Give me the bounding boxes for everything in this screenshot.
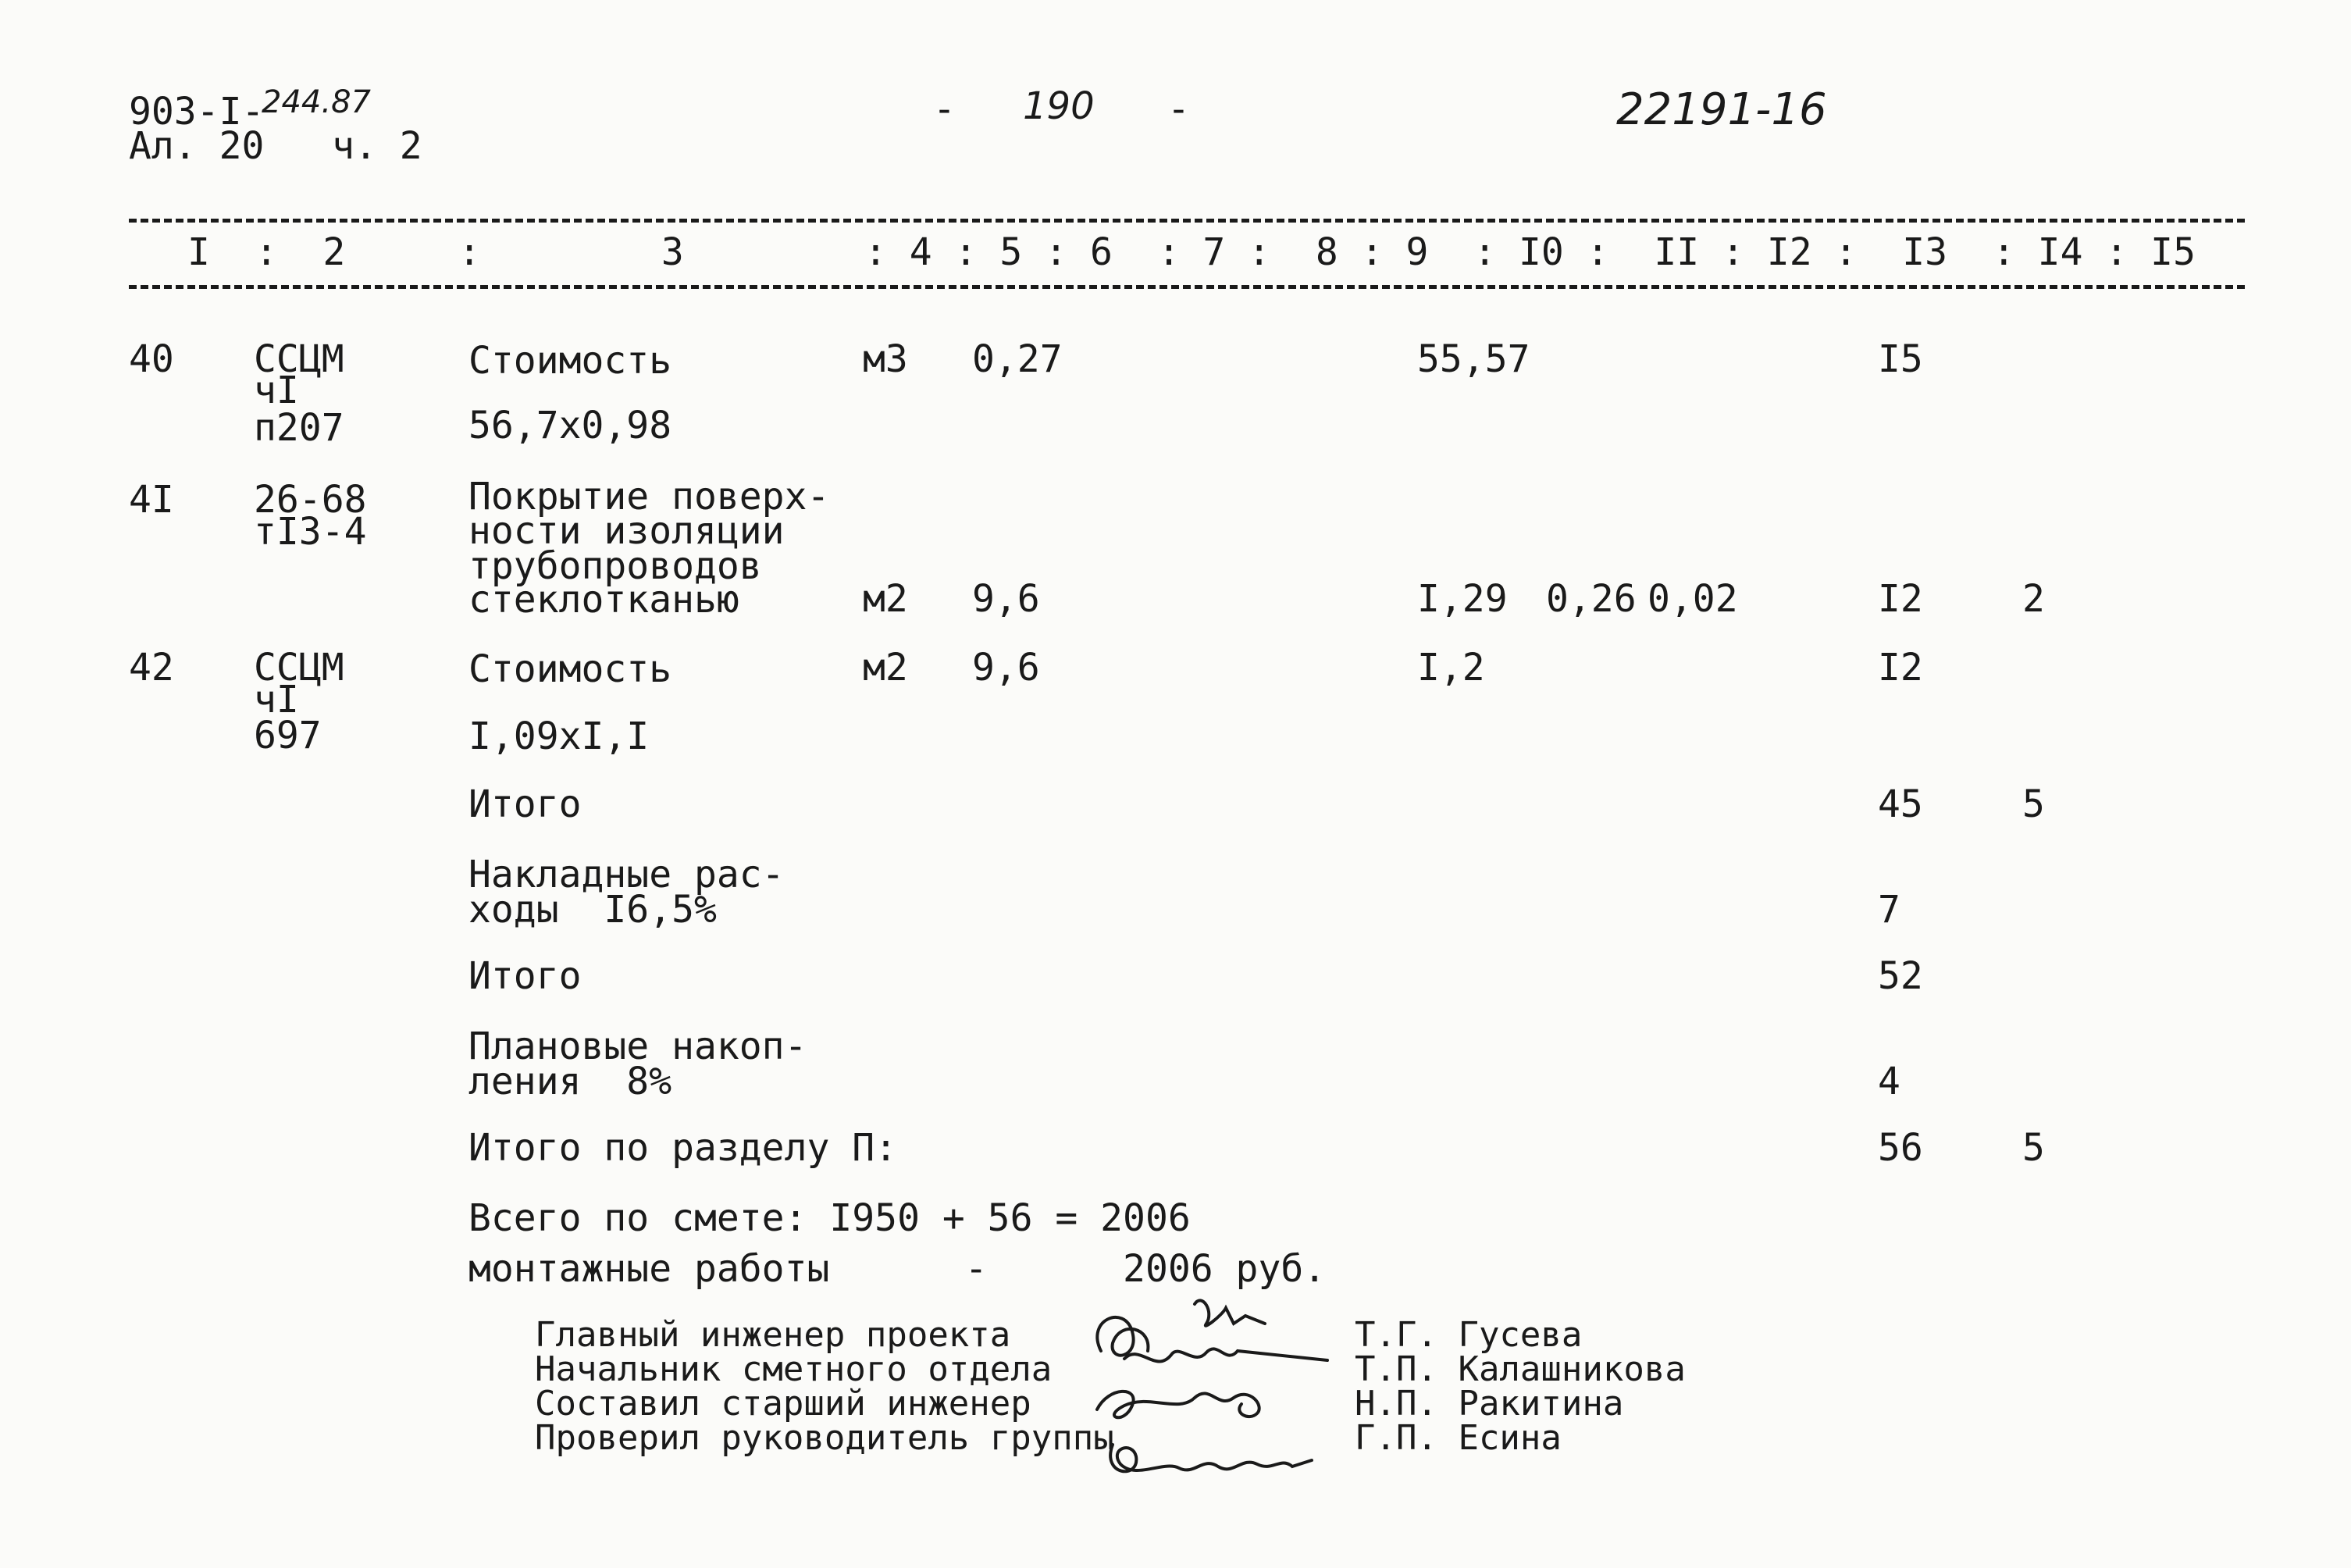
summary-col13: 7 bbox=[1878, 888, 1900, 932]
summary-label: Итого bbox=[468, 782, 582, 826]
summary-col13: 45 bbox=[1878, 782, 1923, 826]
row-description: стеклотканью bbox=[468, 578, 739, 622]
row-code-line: тI3-4 bbox=[254, 510, 367, 554]
signature-title: Начальник сметного отдела bbox=[535, 1349, 1053, 1389]
row-col10: 0,26 bbox=[1546, 577, 1637, 621]
row-quantity: 9,6 bbox=[972, 577, 1040, 621]
page-dash-right: - bbox=[1167, 87, 1190, 131]
row-description: Стоимость bbox=[468, 339, 672, 383]
row-code-line: ССЦМ bbox=[254, 646, 344, 690]
row-unit: м2 bbox=[863, 646, 908, 690]
row-code-line: 26-68 bbox=[254, 478, 367, 522]
sheet-code: 22191-16 bbox=[1616, 84, 1827, 135]
album-part-line: Ал. 20 ч. 2 bbox=[129, 124, 422, 168]
row-col9: I,29 bbox=[1417, 577, 1508, 621]
row-col9: 55,57 bbox=[1417, 337, 1530, 381]
row-quantity: 9,6 bbox=[972, 646, 1040, 690]
signature-name: Н.П. Ракитина bbox=[1355, 1384, 1624, 1424]
row-code-line: чI bbox=[254, 678, 299, 722]
page-dash-left: - bbox=[933, 87, 956, 131]
row-unit: м2 bbox=[863, 577, 908, 621]
row-description: трубопроводов bbox=[468, 544, 762, 588]
row-col13: I2 bbox=[1878, 577, 1923, 621]
summary-label: Итого bbox=[468, 954, 582, 998]
header-rule-top bbox=[129, 219, 2245, 223]
document-code-handwritten: 244.87 bbox=[262, 84, 371, 120]
row-number: 4I bbox=[129, 478, 174, 522]
summary-label: ления 8% bbox=[468, 1060, 672, 1103]
row-code-line: ССЦМ bbox=[254, 337, 344, 381]
summary-col13: 52 bbox=[1878, 954, 1923, 998]
row-col13: I2 bbox=[1878, 646, 1923, 690]
page-number: 190 bbox=[1023, 84, 1095, 128]
installation-works-total: монтажные работы - 2006 руб. bbox=[468, 1247, 1327, 1291]
estimate-total: Всего по смете: I950 + 56 = 2006 bbox=[468, 1196, 1191, 1240]
summary-col13: 4 bbox=[1878, 1060, 1900, 1103]
summary-label: Плановые накоп- bbox=[468, 1025, 807, 1068]
summary-col14: 5 bbox=[2022, 782, 2045, 826]
row-code-line: п207 bbox=[254, 406, 344, 450]
row-number: 40 bbox=[129, 337, 174, 381]
signature-title: Составил старший инженер bbox=[535, 1384, 1031, 1424]
row-unit: м3 bbox=[863, 337, 908, 381]
document-code: 903-I- bbox=[129, 90, 265, 134]
row-col13: I5 bbox=[1878, 337, 1923, 381]
row-code-line: 697 bbox=[254, 714, 322, 757]
summary-label: ходы I6,5% bbox=[468, 888, 717, 932]
row-description-extra: I,09xI,I bbox=[468, 715, 650, 758]
row-col14: 2 bbox=[2022, 577, 2045, 621]
row-description-extra: 56,7x0,98 bbox=[468, 404, 672, 447]
handwritten-signatures bbox=[1078, 1288, 1359, 1491]
summary-label: Итого по разделу П: bbox=[468, 1126, 898, 1170]
signature-title: Проверил руководитель группы bbox=[535, 1418, 1114, 1458]
summary-col13: 56 bbox=[1878, 1126, 1923, 1170]
row-description: Стоимость bbox=[468, 647, 672, 691]
signature-title: Главный инженер проекта bbox=[535, 1315, 1011, 1355]
summary-label: Накладные рас- bbox=[468, 853, 785, 896]
row-col9: I,2 bbox=[1417, 646, 1485, 690]
row-description: Покрытие поверх- bbox=[468, 475, 830, 519]
header-rule-bottom bbox=[129, 285, 2245, 289]
row-col11: 0,02 bbox=[1647, 577, 1738, 621]
column-header: I : 2 : 3 : 4 : 5 : 6 : 7 : 8 : 9 : I0 : II : I2 : I3 : I4 : I5 bbox=[187, 230, 2196, 274]
summary-col14: 5 bbox=[2022, 1126, 2045, 1170]
row-quantity: 0,27 bbox=[972, 337, 1063, 381]
row-code-line: чI bbox=[254, 369, 299, 412]
row-number: 42 bbox=[129, 646, 174, 690]
signature-name: Г.П. Есина bbox=[1355, 1418, 1562, 1458]
row-description: ности изоляции bbox=[468, 509, 785, 553]
signature-name: Т.П. Калашникова bbox=[1355, 1349, 1686, 1389]
signature-name: Т.Г. Гусева bbox=[1355, 1315, 1583, 1355]
